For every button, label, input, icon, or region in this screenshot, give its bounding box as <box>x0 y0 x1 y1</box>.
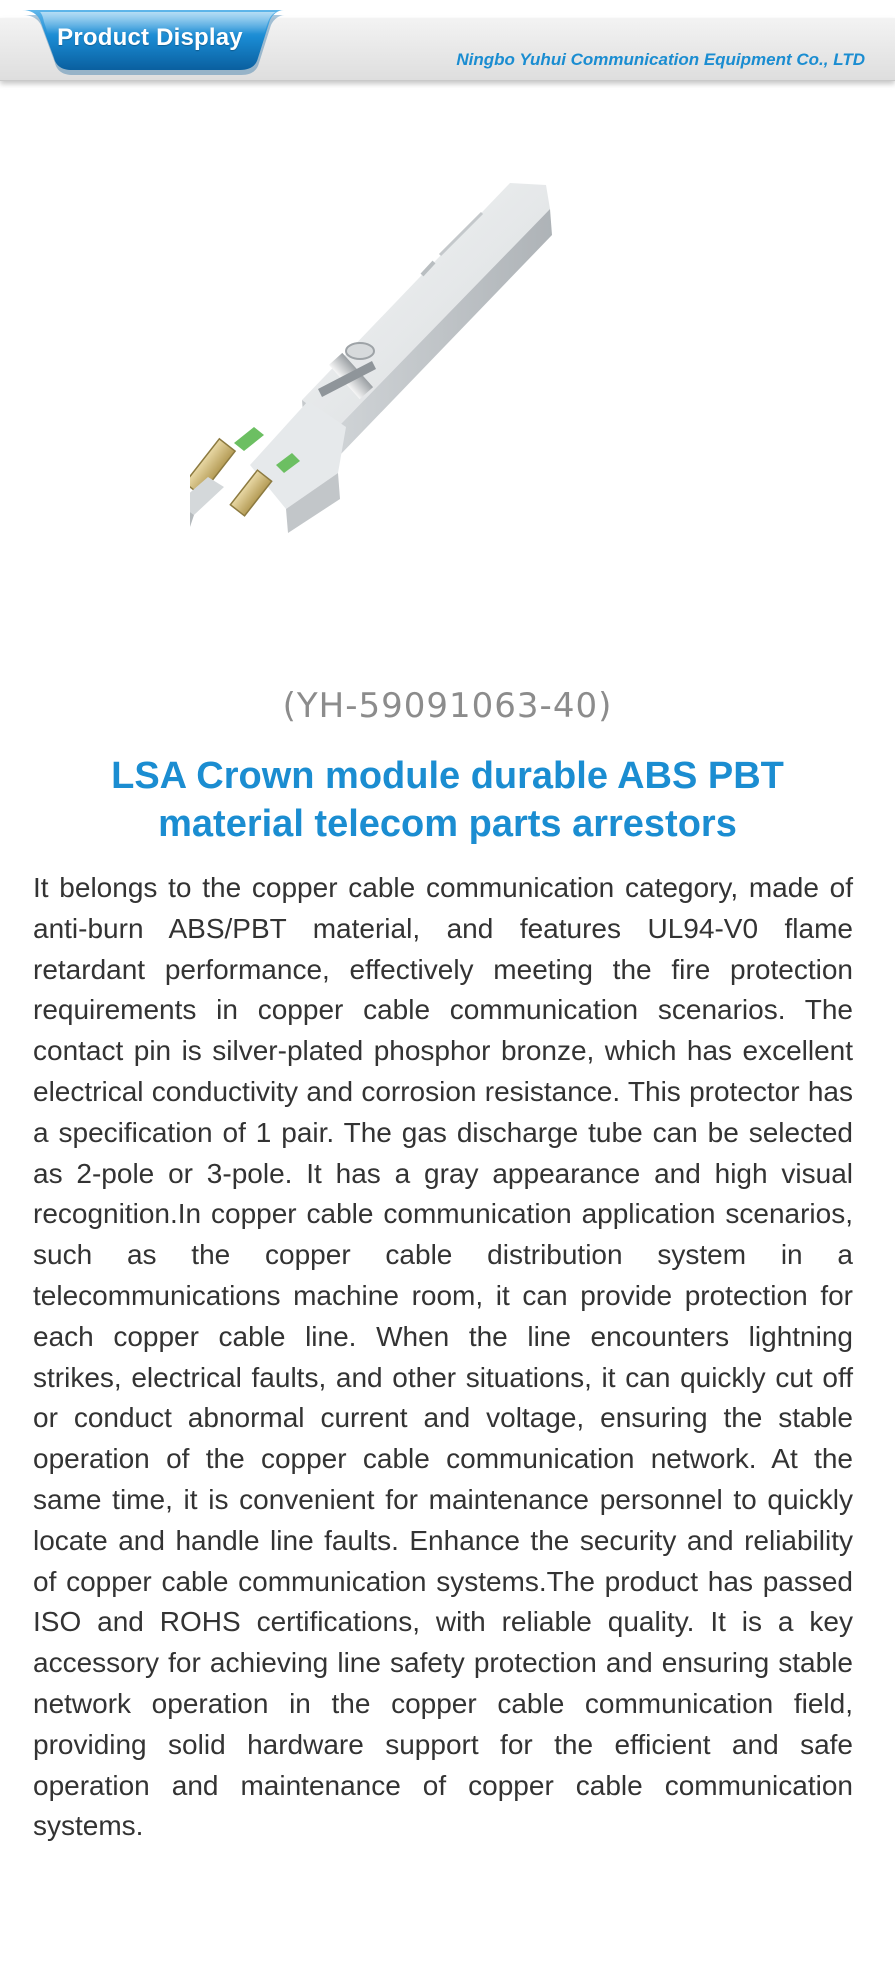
lsa-crown-module-arrestor-image <box>190 165 710 635</box>
product-display-label: Product Display <box>57 24 243 51</box>
model-code: (YH-59091063-40) <box>282 686 613 726</box>
product-description: It belongs to the copper cable communication category, made of anti-burn ABS/PBT material, and features UL94-V0 flame retardant performance, effectively meeting the fire protection requirements in copper cable communication scenarios. The contact pin is silver-plated phosphor bronze, which has excellent electrical conductivity and corrosion resistance. This protector has a specification of 1 pair. The gas discharge tube can be selected as 2-pole or 3-pole. It has a gray appearance and high visual recognition.In copper cable communication application scenarios, such as the copper cable distribution system in a telecommunications machine room, it can provide protection for each copper cable line. When the line encounters lightning strikes, electrical faults, and other situations, it can quickly cut off or conduct abnormal current and voltage, ensuring the stable operation of the copper cable communication network. At the same time, it is convenient for maintenance personnel to quickly locate and handle line faults. Enhance the security and reliability of copper cable communication systems.The product has passed ISO and ROHS certifications, with reliable quality. It is a key accessory for achieving line safety protection and ensuring stable network operation in the copper cable communication field, providing solid hardware support for the efficient and safe operation and maintenance of copper cable communication systems. <box>33 872 853 1842</box>
product-title: LSA Crown module durable ABS PBT material telecom parts arrestors <box>111 755 784 845</box>
page-header <box>0 0 895 84</box>
company-name: Ningbo Yuhui Communication Equipment Co., LTD <box>456 50 865 69</box>
